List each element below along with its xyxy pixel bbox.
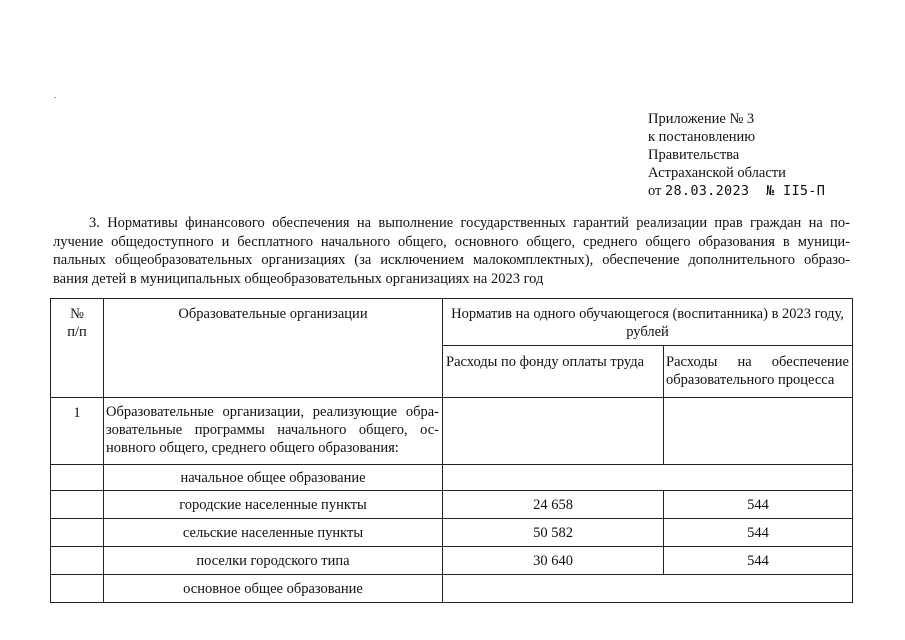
row-payroll-value: 50 582 [443, 519, 664, 547]
appendix-government-line: Правительства [648, 147, 740, 163]
level-primary-label: начальное общее образование [104, 465, 443, 491]
group1-payroll-cell [443, 398, 664, 465]
appendix-title: Приложение № 3 [648, 111, 755, 127]
level-primary-values-cell [443, 465, 853, 491]
row-name: поселки городского типа [104, 547, 443, 575]
paragraph-line: пальных общеобразовательных организациях (за исключением малокомплектных), обеспечение дополнительного образо- [53, 252, 850, 268]
row-payroll-value: 24 658 [443, 491, 664, 519]
group1-text-line: зовательные программы начального общего, ос- [106, 422, 439, 438]
group1-text-cell [104, 398, 443, 465]
row-name: городские населенные пункты [104, 491, 443, 519]
table-row-level-basic [51, 575, 853, 603]
level-basic-values-cell [443, 575, 853, 603]
paragraph-line: вания детей в муниципальных общеобразовательных организациях на 2023 год [53, 270, 544, 287]
header-process-line1: Расходы на обеспечение [666, 354, 849, 370]
scan-speck [54, 97, 56, 98]
appendix-date-number-line [648, 182, 825, 200]
group1-text-line: новного общего, среднего общего образования: [106, 440, 399, 456]
group1-num-cell: 1 [51, 398, 104, 465]
header-num-cell [51, 299, 104, 398]
appendix-block [648, 110, 825, 200]
group1-process-cell [664, 398, 853, 465]
row-num-cell [51, 547, 104, 575]
table-row [51, 547, 853, 575]
table-header-row [51, 299, 853, 346]
row-payroll-value: 30 640 [443, 547, 664, 575]
appendix-date-prefix: от [648, 183, 666, 199]
row-process-value: 544 [664, 519, 853, 547]
appendix-date: 28.03.2023 [665, 183, 750, 199]
header-org-cell: Образовательные организации [104, 299, 443, 398]
row-num-cell [51, 491, 104, 519]
header-num-symbol: № [70, 306, 84, 322]
header-process-cell [664, 346, 853, 398]
level-basic-label: основное общее образование [104, 575, 443, 603]
paragraph-line: 3. Нормативы финансового обеспечения на выполнение государственных гарантий реализации прав граждан на по- [89, 215, 850, 231]
table-row [51, 491, 853, 519]
norms-heading-paragraph [53, 214, 850, 288]
row-num-cell [51, 519, 104, 547]
header-process-line2: образовательного процесса [666, 372, 835, 388]
group1-text-line: Образовательные организации, реализующие обра- [106, 404, 439, 420]
row-process-value: 544 [664, 547, 853, 575]
paragraph-line: лучение общедоступного и бесплатного начального общего, основного общего, среднего общего образования в муници- [53, 233, 850, 250]
norms-table [50, 298, 853, 603]
row-process-value: 544 [664, 491, 853, 519]
appendix-region-line: Астраханской области [648, 165, 786, 181]
header-payroll-cell: Расходы по фонду оплаты труда [443, 346, 664, 398]
level-primary-num-cell [51, 465, 104, 491]
table-row [51, 519, 853, 547]
header-num-abbrev: п/п [67, 324, 87, 340]
row-name: сельские населенные пункты [104, 519, 443, 547]
appendix-number: № II5-П [766, 183, 826, 199]
table-row-group1 [51, 398, 853, 465]
table-row-level-primary [51, 465, 853, 491]
level-basic-num-cell [51, 575, 104, 603]
header-norm-cell: Норматив на одного обучающегося (воспитанника) в 2023 году, рублей [443, 299, 853, 346]
appendix-resolution-line: к постановлению [648, 129, 756, 145]
